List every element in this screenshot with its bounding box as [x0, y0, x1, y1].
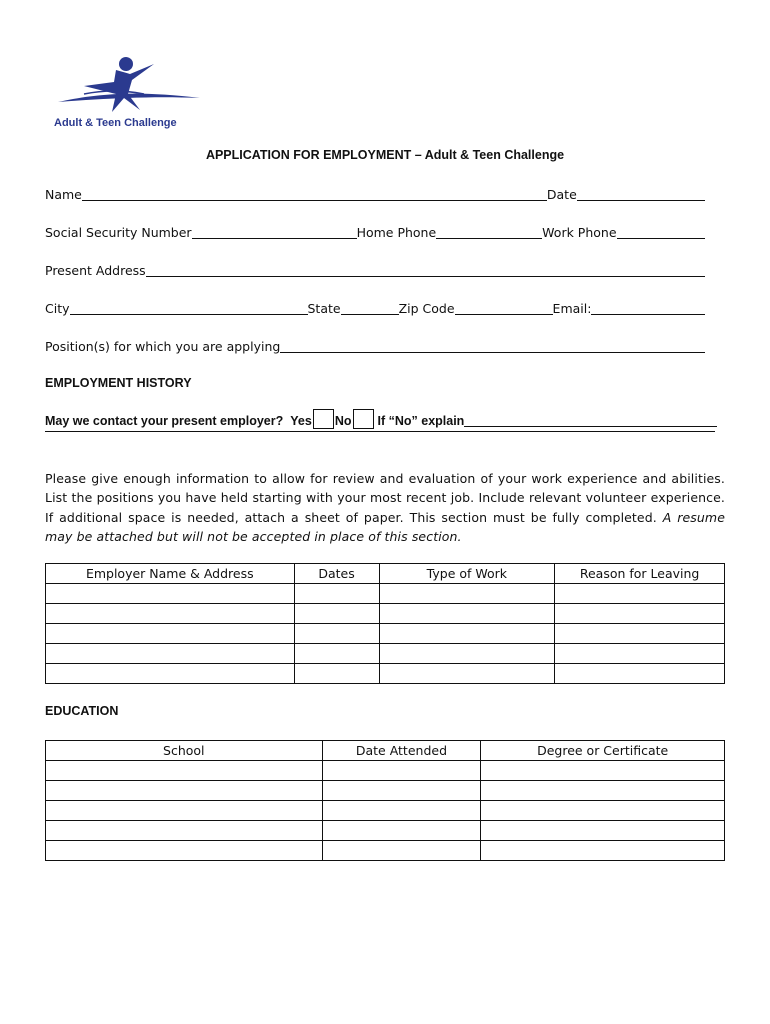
name-label: Name	[45, 187, 82, 202]
column-header: School	[46, 741, 323, 761]
table-cell[interactable]	[379, 604, 555, 624]
table-cell[interactable]	[555, 624, 725, 644]
work-phone-field[interactable]	[617, 225, 705, 239]
table-cell[interactable]	[46, 821, 323, 841]
running-figure-logo-icon	[54, 56, 204, 116]
no-label: No	[334, 414, 352, 428]
yes-checkbox[interactable]	[313, 409, 334, 429]
table-cell[interactable]	[46, 841, 323, 861]
state-field[interactable]	[341, 301, 399, 315]
date-label: Date	[546, 187, 577, 202]
employment-table	[45, 563, 725, 684]
table-row	[46, 584, 725, 604]
employment-history-heading: EMPLOYMENT HISTORY	[45, 376, 192, 390]
table-cell[interactable]	[481, 821, 725, 841]
table-cell[interactable]	[46, 761, 323, 781]
table-cell[interactable]	[46, 624, 295, 644]
table-cell[interactable]	[555, 604, 725, 624]
city-label: City	[45, 301, 70, 316]
table-cell[interactable]	[294, 644, 379, 664]
email-label: Email:	[552, 301, 592, 316]
column-header: Type of Work	[379, 564, 555, 584]
logo-text: Adult & Teen Challenge	[54, 117, 177, 129]
email-field[interactable]	[591, 301, 705, 315]
zip-field[interactable]	[455, 301, 553, 315]
table-cell[interactable]	[294, 664, 379, 684]
instructions-text: Please give enough information to allow for review and evaluation of your work experience and abilities. List the positions you have held starting with your most recent job. Include relevant volunteer experience. If additional space is needed, attach a sheet of paper. This section must be fully completed.	[45, 471, 725, 525]
table-cell[interactable]	[379, 644, 555, 664]
positions-field[interactable]	[280, 339, 705, 353]
yes-label: Yes	[290, 414, 312, 428]
table-cell[interactable]	[379, 664, 555, 684]
table-cell[interactable]	[379, 624, 555, 644]
table-cell[interactable]	[46, 644, 295, 664]
phone-row	[45, 223, 705, 241]
column-header: Degree or Certificate	[481, 741, 725, 761]
home-phone-label: Home Phone	[356, 225, 437, 240]
table-cell[interactable]	[481, 781, 725, 801]
table-cell[interactable]	[46, 801, 323, 821]
page-title: APPLICATION FOR EMPLOYMENT – Adult & Teen Challenge	[205, 148, 565, 162]
table-row	[46, 781, 725, 801]
education-table	[45, 740, 725, 861]
table-cell[interactable]	[46, 604, 295, 624]
table-cell[interactable]	[46, 781, 323, 801]
employment-table-header	[46, 564, 725, 584]
positions-row	[45, 337, 705, 355]
home-phone-field[interactable]	[436, 225, 542, 239]
education-heading: EDUCATION	[45, 704, 119, 718]
table-row	[46, 821, 725, 841]
work-phone-label: Work Phone	[542, 225, 617, 240]
table-row	[46, 841, 725, 861]
table-cell[interactable]	[481, 761, 725, 781]
table-row	[46, 604, 725, 624]
ssn-label: Social Security Number	[45, 225, 192, 240]
zip-label: Zip Code	[398, 301, 455, 316]
table-row	[46, 624, 725, 644]
table-cell[interactable]	[294, 584, 379, 604]
table-cell[interactable]	[322, 761, 481, 781]
column-header: Dates	[294, 564, 379, 584]
column-header: Date Attended	[322, 741, 481, 761]
table-row	[46, 801, 725, 821]
employment-instructions	[45, 469, 725, 546]
table-cell[interactable]	[46, 664, 295, 684]
column-header: Employer Name & Address	[46, 564, 295, 584]
instructions-italic-text: A resume may be attached but will not be accepted in place of this section.	[45, 509, 725, 544]
adult-teen-challenge-logo	[54, 56, 204, 132]
table-cell[interactable]	[481, 841, 725, 861]
column-header: Reason for Leaving	[555, 564, 725, 584]
table-cell[interactable]	[322, 841, 481, 861]
state-label: State	[307, 301, 341, 316]
name-field[interactable]	[82, 187, 547, 201]
date-field[interactable]	[577, 187, 705, 201]
table-cell[interactable]	[294, 624, 379, 644]
explain-field[interactable]	[464, 413, 717, 427]
city-row	[45, 299, 705, 317]
positions-label: Position(s) for which you are applying	[45, 339, 281, 354]
present-address-field[interactable]	[146, 263, 705, 277]
table-cell[interactable]	[481, 801, 725, 821]
education-table-header	[46, 741, 725, 761]
contact-question-label: May we contact your present employer?	[45, 414, 284, 428]
table-row	[46, 664, 725, 684]
city-field[interactable]	[70, 301, 308, 315]
explain-continuation-line[interactable]	[45, 431, 715, 432]
table-cell[interactable]	[322, 781, 481, 801]
contact-employer-row	[45, 405, 717, 429]
address-row	[45, 261, 705, 279]
name-date-row	[45, 185, 705, 203]
ssn-field[interactable]	[192, 225, 357, 239]
table-cell[interactable]	[555, 644, 725, 664]
no-checkbox[interactable]	[353, 409, 374, 429]
present-address-label: Present Address	[45, 263, 146, 278]
table-cell[interactable]	[322, 801, 481, 821]
table-cell[interactable]	[322, 821, 481, 841]
explain-label: If “No” explain	[377, 414, 465, 428]
table-cell[interactable]	[555, 664, 725, 684]
table-row	[46, 644, 725, 664]
table-cell[interactable]	[555, 584, 725, 604]
table-cell[interactable]	[46, 584, 295, 604]
table-row	[46, 761, 725, 781]
table-cell[interactable]	[294, 604, 379, 624]
table-cell[interactable]	[379, 584, 555, 604]
